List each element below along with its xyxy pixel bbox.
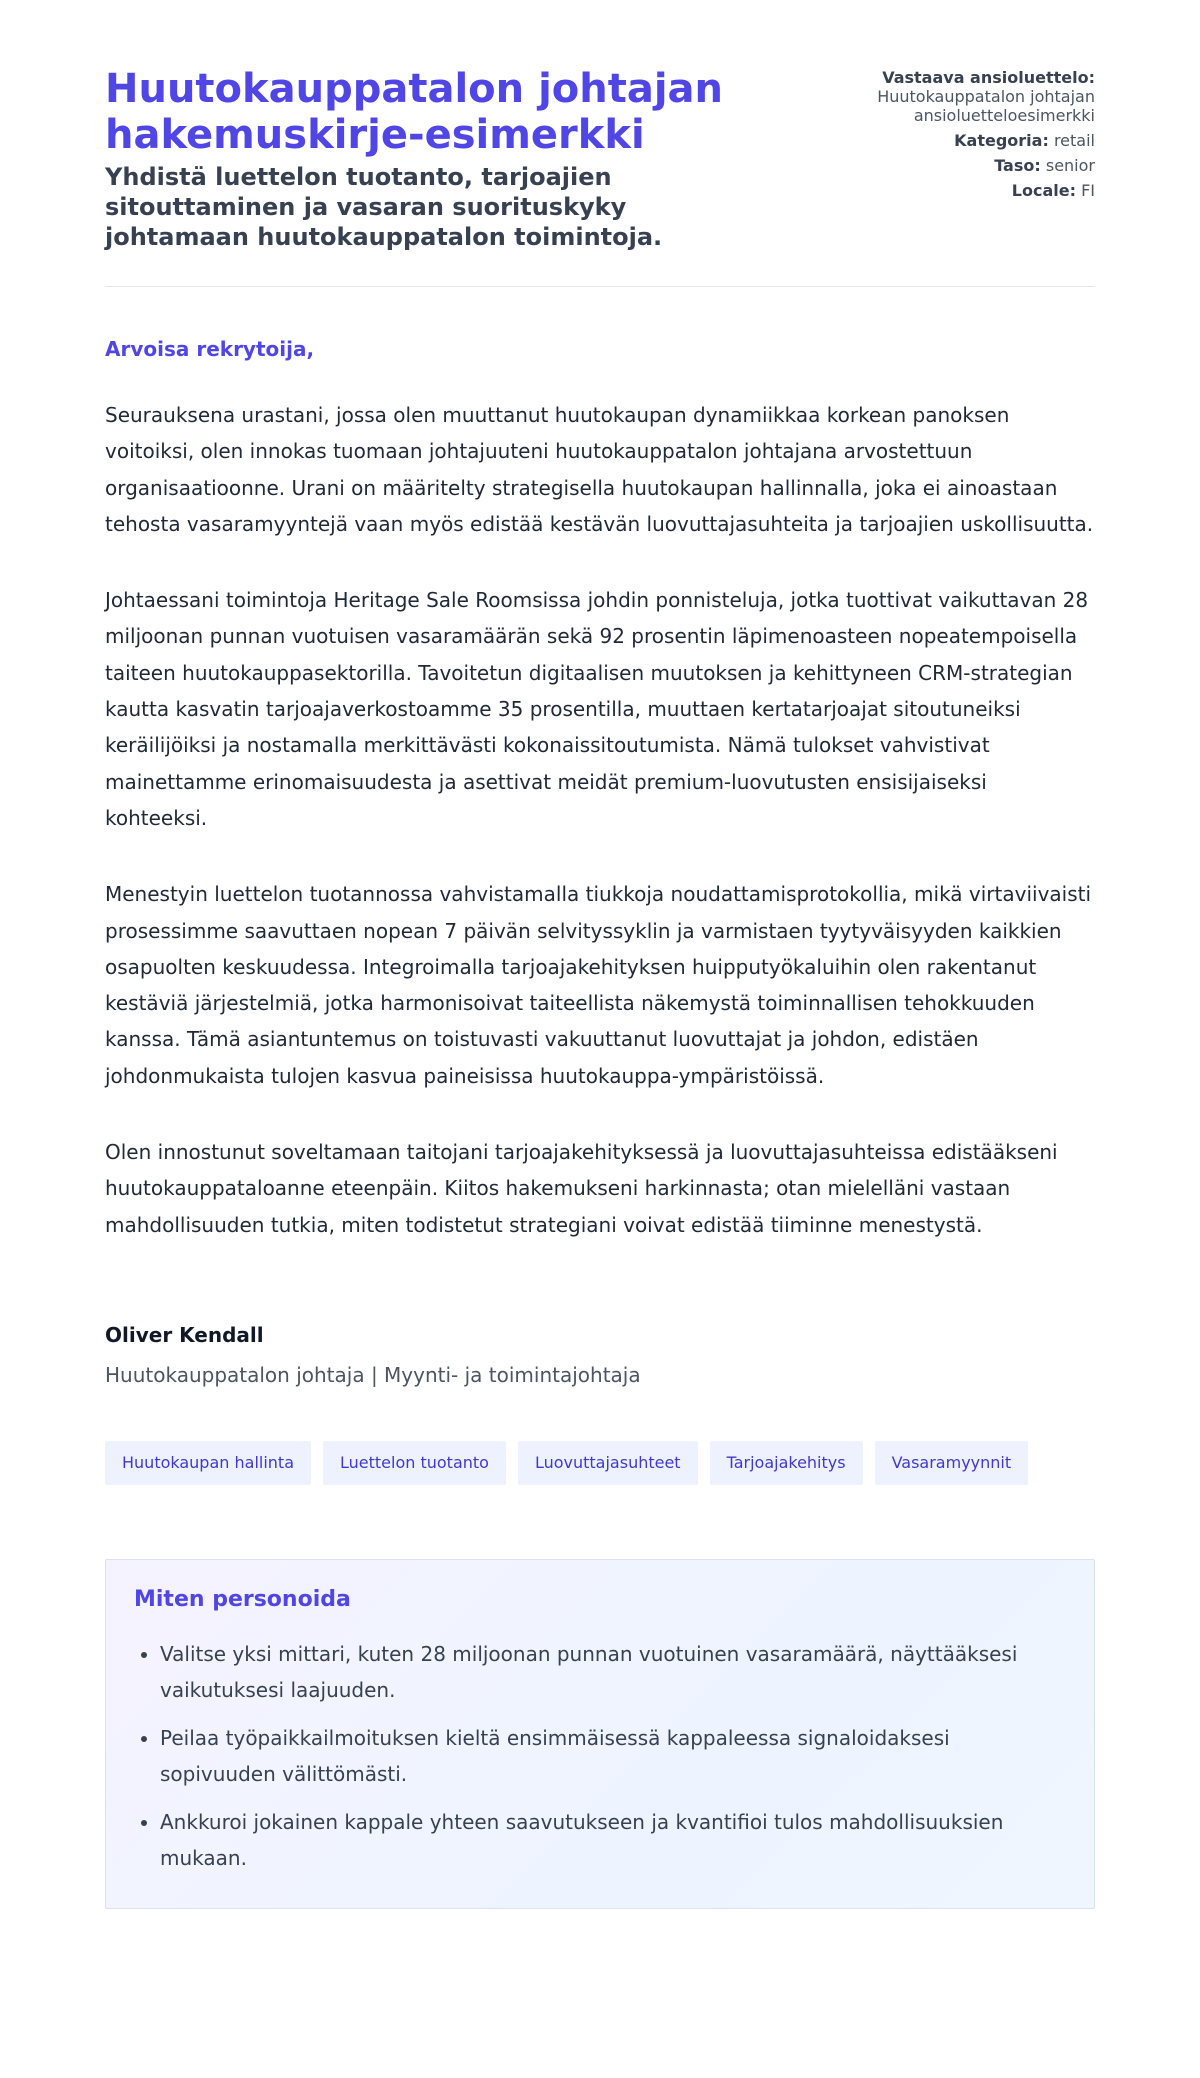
letter-salutation: Arvoisa rekrytoija, [105, 337, 315, 361]
page-header [105, 66, 1095, 287]
skill-tag: Vasaramyynnit [875, 1441, 1029, 1485]
page-title: Huutokauppatalon johtajan hakemuskirje-esimerkki [105, 66, 724, 158]
skill-tag: Tarjoajakehitys [710, 1441, 863, 1485]
letter-paragraph-1: Seurauksena urastani, jossa olen muuttanut huutokaupan dynamiikkaa korkean panoksen voitoiksi, olen innokas tuomaan johtajuuteni huutokauppatalon johtajana arvostettuun organisaatioonne. Urani on määritelty strategisella huutokaupan hallinnalla, joka ei ainoastaan tehosta vasaramyyntejä vaan myös edistää kestävän luovuttajasuhteita ja tarjoajien uskollisuutta. [105, 403, 1094, 536]
meta-level-value: senior [1045, 156, 1095, 175]
tips-list-item: • Ankkuroi jokainen kappale yhteen saavutukseen ja kvantifioi tulos mahdollisuuksien mukaan. [160, 1804, 1066, 1876]
meta-panel [775, 68, 1095, 206]
skill-tag: Luettelon tuotanto [323, 1441, 506, 1485]
meta-locale-label: Locale: [1011, 181, 1076, 200]
tips-list-item: • Peilaa työpaikkailmoituksen kieltä ensimmäisessä kappaleessa signaloidaksesi sopivuuden välittömästi. [160, 1720, 1066, 1792]
signature-name: Oliver Kendall [105, 1322, 264, 1347]
meta-category [775, 131, 1095, 150]
meta-category-value: retail [1053, 131, 1095, 150]
meta-category-label: Kategoria: [954, 131, 1049, 150]
meta-locale [775, 181, 1095, 200]
tips-list-item: • Valitse yksi mittari, kuten 28 miljoonan punnan vuotuinen vasaramäärä, näyttääksesi vaikutuksesi laajuuden. [160, 1636, 1066, 1708]
letter-paragraph-3: Menestyin luettelon tuotannossa vahvistamalla tiukkoja noudattamisprotokollia, mikä virtaviivaisti prosessimme saavuttaen nopean 7 päivän selvityssyklin ja varmistaen tyytyväisyyden kaikkien osapuolten keskuudessa. Integroimalla tarjoajakehityksen huipputyökaluihin olen rakentanut kestäviä järjestelmiä, jotka harmonisoivat taiteellista näkemystä toiminnallisen tehokkuuden kanssa. Tämä asiantuntemus on toistuvasti vakuuttanut luovuttajat ja johdon, edistäen johdonmukaista tulojen kasvua paineisissa huutokauppa-ympäristöissä. [105, 882, 1092, 1088]
cover-letter-page [105, 0, 1095, 1909]
skill-tags [105, 1441, 1095, 1485]
signature-title: Huutokauppatalon johtaja | Myynti- ja toimintajohtaja [105, 1362, 641, 1387]
meta-resume-link[interactable]: Huutokauppatalon johtajan ansioluetteloesimerkki [877, 87, 1095, 125]
meta-locale-value: FI [1081, 181, 1095, 200]
page-subtitle: Yhdistä luettelon tuotanto, tarjoajien sitouttaminen ja vasaran suorituskyky johtamaan huutokauppatalon toimintoja. [105, 163, 663, 251]
letter-paragraph-2: Johtaessani toimintoja Heritage Sale Roomsissa johdin ponnisteluja, jotka tuottivat vaikuttavan 28 miljoonan punnan vuotuisen vasaramäärän sekä 92 prosentin läpimenoasteen nopeatempoisella taiteen huutokauppasektorilla. Tavoitetun digitaalisen muutoksen ja kehittyneen CRM-strategian kautta kasvatin tarjoajaverkostoamme 35 prosentilla, muuttaen kertatarjoajat sitoutuneiksi keräilijöiksi ja nostamalla merkittävästi kokonaissitoutumista. Nämä tulokset vahvistivat mainettamme erinomaisuudesta ja asettivat meidät premium-luovutusten ensisijaiseksi kohteeksi. [105, 588, 1089, 830]
meta-resume [775, 68, 1095, 125]
meta-level-label: Taso: [994, 156, 1041, 175]
skill-tag: Luovuttajasuhteet [518, 1441, 698, 1485]
tips-list [134, 1636, 1066, 1876]
header-title-block [105, 66, 745, 252]
meta-level [775, 156, 1095, 175]
skill-tag: Huutokaupan hallinta [105, 1441, 311, 1485]
personalize-tips-box [105, 1559, 1095, 1909]
meta-resume-label: Vastaava ansioluettelo: [882, 68, 1095, 87]
letter-paragraph-4: Olen innostunut soveltamaan taitojani tarjoajakehityksessä ja luovuttajasuhteissa edistääkseni huutokauppataloanne eteenpäin. Kiitos hakemukseni harkinnasta; otan mielelläni vastaan mahdollisuuden tutkia, miten todistetut strategiani voivat edistää tiiminne menestystä. [105, 1140, 1058, 1237]
tips-title: Miten personoida [134, 1586, 351, 1612]
